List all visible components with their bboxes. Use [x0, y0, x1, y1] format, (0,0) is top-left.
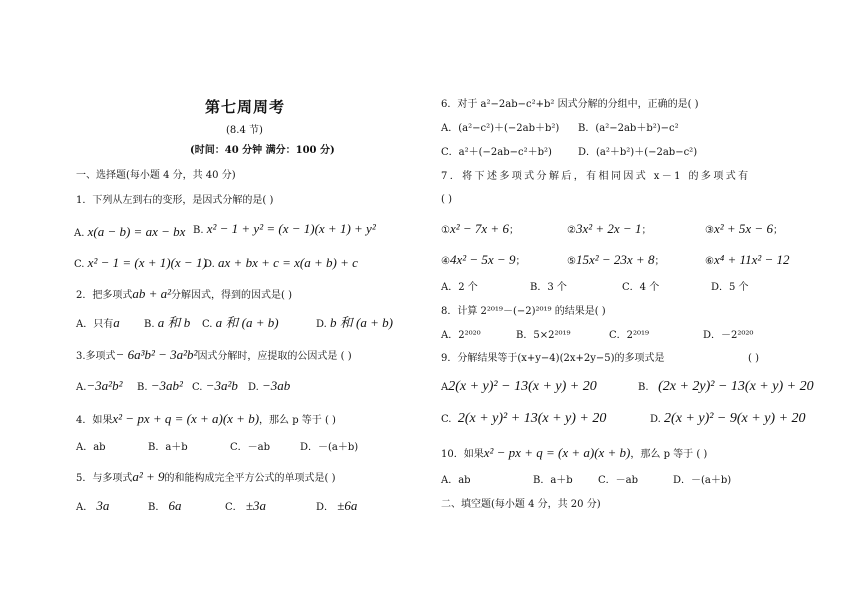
q9-c-label: C. — [441, 414, 452, 425]
q2-option-d — [316, 316, 393, 332]
page-title: 第七周周考 — [205, 98, 286, 116]
q3-stem-expr: − 6a³b² − 3a²b² — [115, 347, 198, 362]
q1-option-b — [193, 222, 376, 238]
q7-item-4-expr: 4x² − 5x − 9 — [449, 252, 516, 267]
question-3-stem — [76, 348, 352, 364]
q7-option-d: D．5 个 — [711, 282, 749, 293]
q7-item-2-sep: ； — [641, 225, 652, 236]
q1-a-expr: x(a − b) = ax − bx — [87, 224, 186, 239]
q5-a-label: A． — [76, 502, 94, 513]
q7-item-4 — [441, 253, 525, 269]
q1-c-expr: x² − 1 = (x + 1)(x − 1) — [87, 255, 207, 270]
q5-option-b — [148, 499, 182, 515]
q4-stem-expr: x² − px + q = (x + a)(x + b) — [112, 411, 260, 426]
q3-d-expr: −3ab — [262, 378, 291, 393]
q2-d-expr: b 和 (a + b) — [330, 315, 393, 330]
q5-c-label: C． — [225, 502, 243, 513]
section-heading-fill: 二、填空题(每小题 4 分，共 20 分) — [441, 499, 601, 510]
q3-stem-b: 因式分解时，应提取的公因式是 ( ) — [197, 351, 352, 362]
q9-b-label: B. — [638, 382, 649, 393]
q1-option-d — [204, 256, 358, 272]
question-10-stem — [441, 446, 707, 462]
q1-option-c — [74, 256, 207, 272]
q8-option-b: B．5×2²⁰¹⁹ — [516, 330, 571, 341]
q7-item-2-num: ② — [567, 225, 576, 236]
q7-item-3-sep: ； — [772, 225, 783, 236]
q7-item-1-sep: ； — [508, 225, 519, 236]
q3-option-b — [137, 379, 183, 395]
q9-d-expr: 2(x + y)² − 9(x + y) + 20 — [664, 411, 806, 426]
q2-option-a — [76, 316, 120, 332]
q7-answer-paren: ( ) — [441, 194, 452, 205]
q6-option-d: D．(a²＋b²)＋(−2ab−c²) — [578, 147, 698, 158]
q5-option-a — [76, 499, 109, 515]
q4-option-b: B．a＋b — [148, 442, 188, 453]
q4-option-c: C．－ab — [230, 442, 271, 453]
q1-b-expr: x² − 1 + y² = (x − 1)(x + 1) + y² — [206, 221, 376, 236]
question-9-stem: 9．分解结果等于(x+y−4)(2x+2y−5)的多项式是 — [441, 353, 665, 364]
q1-a-label: A. — [74, 228, 85, 239]
q2-option-c — [202, 316, 279, 332]
exam-info: (时间：40 分钟 满分：100 分) — [190, 145, 335, 156]
q5-c-expr: ±3a — [245, 498, 266, 513]
q9-answer-paren: ( ) — [748, 353, 759, 364]
q7-item-2-expr: 3x² + 2x − 1 — [575, 221, 642, 236]
q7-item-3 — [705, 222, 783, 238]
q3-option-d — [248, 379, 290, 395]
q3-b-expr: −3ab² — [150, 378, 183, 393]
q3-c-expr: −3a²b — [205, 378, 238, 393]
q3-option-a — [76, 379, 122, 395]
q1-d-label: D. — [204, 259, 215, 270]
q5-b-label: B． — [148, 502, 166, 513]
q6-option-c: C．a²＋(−2ab−c²＋b²) — [441, 147, 552, 158]
q7-item-2 — [567, 222, 651, 238]
q3-b-label: B. — [137, 382, 148, 393]
question-2-stem — [76, 287, 292, 303]
q4-option-a: A．ab — [76, 442, 106, 453]
q7-item-5-num: ⑤ — [567, 256, 576, 267]
q6-option-b: B．(a²−2ab＋b²)−c² — [578, 123, 679, 134]
q3-option-c — [192, 379, 238, 395]
q10-option-a: A．ab — [441, 475, 471, 486]
q5-d-label: D． — [316, 502, 335, 513]
q9-option-d — [650, 412, 806, 427]
q2-option-b — [144, 316, 190, 332]
q6-option-a: A．(a²−c²)＋(−2ab＋b²) — [441, 123, 560, 134]
section-note: (8.4 节) — [226, 125, 263, 136]
q7-item-3-expr: x² + 5x − 6 — [713, 221, 773, 236]
section-heading-choice: 一、选择题(每小题 4 分，共 40 分) — [76, 170, 236, 181]
q7-option-a: A．2 个 — [441, 282, 478, 293]
q9-c-expr: 2(x + y)² + 13(x + y) + 20 — [457, 411, 607, 426]
q4-stem-a: 4．如果 — [76, 415, 113, 426]
q2-c-label: C. — [202, 319, 213, 330]
q2-c-expr: a 和 (a + b) — [215, 315, 279, 330]
q10-option-d: D．－(a＋b) — [673, 475, 732, 486]
q8-option-a: A．2²⁰²⁰ — [441, 330, 481, 341]
q1-d-expr: ax + bx + c = x(a + b) + c — [218, 255, 358, 270]
q7-option-c: C．4 个 — [622, 282, 660, 293]
q5-a-expr: 3a — [96, 498, 110, 513]
q5-stem-b: 的和能构成完全平方公式的单项式是( ) — [164, 473, 336, 484]
q2-a-expr: a — [113, 315, 120, 330]
q9-a-expr: 2(x + y)² − 13(x + y) + 20 — [448, 379, 597, 394]
q9-option-c — [441, 412, 606, 427]
q2-stem-a: 2．把多项式 — [76, 290, 133, 301]
q1-b-label: B. — [193, 225, 204, 236]
q7-item-5 — [567, 253, 664, 269]
q7-item-3-num: ③ — [705, 225, 714, 236]
q5-stem-a: 5．与多项式 — [76, 473, 133, 484]
q7-item-4-num: ④ — [441, 256, 450, 267]
q8-option-d: D．－2²⁰²⁰ — [703, 330, 754, 341]
q10-option-b: B．a＋b — [533, 475, 573, 486]
q3-a-label: A. — [76, 382, 87, 393]
q7-item-6-expr: x⁴ + 11x² − 12 — [713, 252, 790, 267]
q7-item-5-sep: ； — [654, 256, 665, 267]
q2-stem-expr: ab + a² — [132, 286, 172, 301]
question-8-stem: 8．计算 2²⁰¹⁹－(−2)²⁰¹⁹ 的结果是( ) — [441, 306, 606, 317]
q2-b-expr: a 和 b — [157, 315, 191, 330]
q9-d-label: D. — [650, 414, 661, 425]
q3-c-label: C. — [192, 382, 203, 393]
q10-stem-expr: x² − px + q = (x + a)(x + b) — [483, 445, 631, 460]
question-1-stem: 1．下列从左到右的变形，是因式分解的是( ) — [76, 195, 274, 206]
q3-d-label: D. — [248, 382, 259, 393]
q7-item-4-sep: ； — [515, 256, 526, 267]
q7-item-5-expr: 15x² − 23x + 8 — [575, 252, 655, 267]
q7-item-1-expr: x² − 7x + 6 — [449, 221, 509, 236]
q9-option-b — [638, 380, 814, 395]
q5-d-expr: ±6a — [337, 498, 358, 513]
question-4-stem — [76, 412, 336, 428]
question-6-stem: 6．对于 a²−2ab−c²+b² 因式分解的分组中，正确的是( ) — [441, 99, 699, 110]
q10-stem-b: ，那么 p 等于 ( ) — [630, 449, 708, 460]
q7-option-b: B．3 个 — [530, 282, 567, 293]
q7-item-1 — [441, 222, 519, 238]
q9-a-label: A — [441, 382, 449, 393]
q7-item-6 — [705, 253, 790, 269]
q5-b-expr: 6a — [168, 498, 182, 513]
q2-a-label: A．只有 — [76, 319, 114, 330]
q10-option-c: C．－ab — [598, 475, 639, 486]
question-5-stem — [76, 470, 336, 486]
q1-c-label: C. — [74, 259, 85, 270]
q10-stem-a: 10．如果 — [441, 449, 484, 460]
q8-option-c: C．2²⁰¹⁹ — [609, 330, 650, 341]
question-7-stem: 7．将下述多项式分解后，有相同因式 x－1 的多项式有 — [441, 171, 751, 182]
q7-item-6-num: ⑥ — [705, 256, 714, 267]
q9-option-a — [441, 380, 597, 395]
q3-a-expr: −3a²b² — [86, 378, 123, 393]
q9-b-expr: (2x + 2y)² − 13(x + y) + 20 — [658, 379, 814, 394]
q4-option-d: D．－(a＋b) — [300, 442, 359, 453]
q5-option-d — [316, 499, 357, 515]
q5-option-c — [225, 499, 266, 515]
q1-option-a — [74, 225, 185, 241]
q5-stem-expr: a² + 9 — [132, 469, 165, 484]
q2-stem-b: 分解因式，得到的因式是( ) — [171, 290, 293, 301]
q2-d-label: D. — [316, 319, 327, 330]
q4-stem-b: ，那么 p 等于 ( ) — [259, 415, 336, 426]
q3-stem-a: 3.多项式 — [76, 351, 116, 362]
q7-item-1-num: ① — [441, 225, 450, 236]
q2-b-label: B. — [144, 319, 155, 330]
